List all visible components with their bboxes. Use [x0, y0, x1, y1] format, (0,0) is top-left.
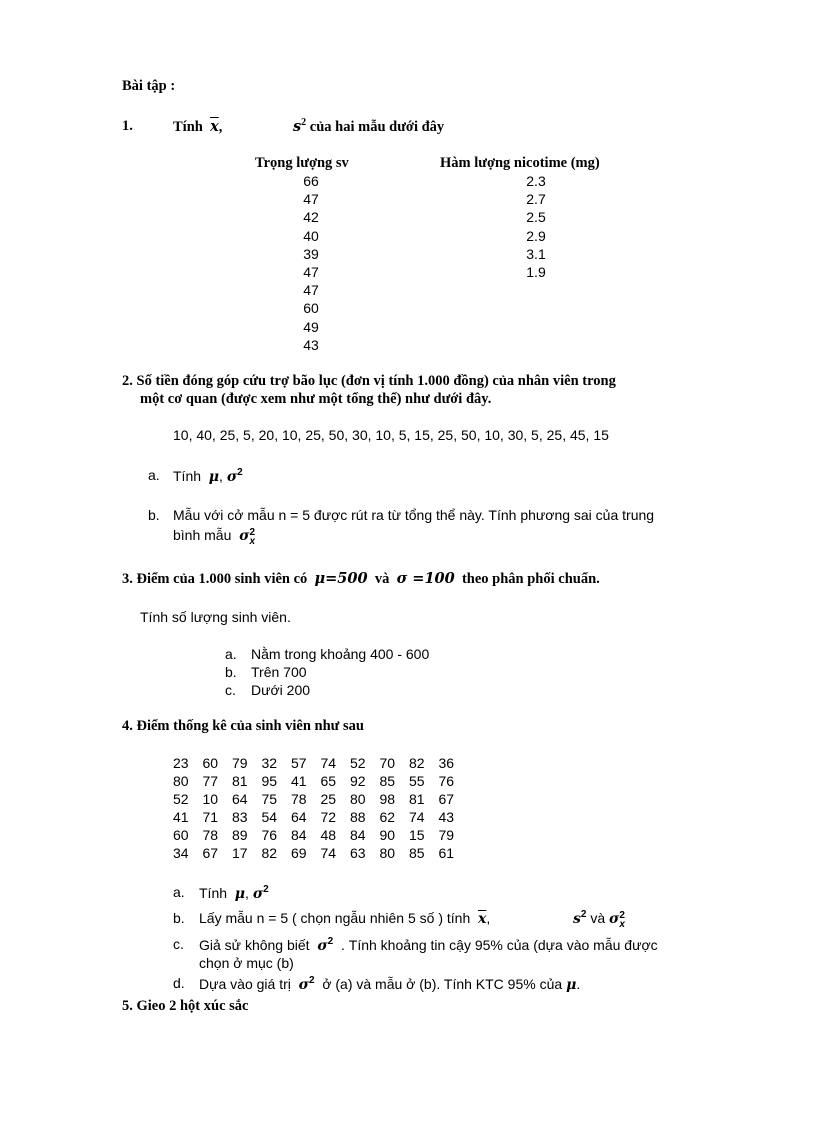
- q2-line2: một cơ quan (được xem như một tổng thể) như dưới đây.: [140, 391, 492, 407]
- q4-b-label: b.: [173, 910, 185, 926]
- q3-intro: Tính số lượng sinh viên.: [140, 609, 291, 625]
- col1-value: 47: [303, 282, 319, 299]
- table-row: 41 71 83 54 64 72 88 62 74 43: [173, 809, 455, 825]
- q5-title: 5. Gieo 2 hột xúc sắc: [122, 998, 249, 1014]
- q2-b-line2: bình mẫu σ2 x: [173, 527, 256, 547]
- col1-value: 43: [303, 336, 319, 353]
- col1-value: 42: [303, 209, 319, 226]
- table-row: 52 10 64 75 78 25 80 98 81 67: [173, 791, 455, 807]
- col2-value: 2.3: [526, 173, 546, 189]
- col2-value: 2.5: [526, 209, 546, 226]
- q2-b-line1: Mẫu với cở mẫu n = 5 được rút ra từ tổng thể này. Tính phương sai của trung: [173, 507, 655, 523]
- q2-a-text: Tính μ, $\sigma^2$: [173, 467, 243, 485]
- col2-value: 1.9: [526, 263, 546, 280]
- q4-a-label: a.: [173, 884, 185, 900]
- q1-variance-text: $s^2$ của hai mẫu dưới đây: [293, 117, 445, 135]
- col1-value: 60: [303, 300, 319, 317]
- q2-data: 10, 40, 25, 5, 20, 10, 25, 50, 30, 10, 5, 15, 25, 50, 10, 30, 5, 25, 45, 15: [173, 427, 609, 443]
- col2-value: 3.1: [526, 245, 546, 262]
- col1-value: 39: [303, 245, 319, 262]
- sigma-symbol: σ: [252, 886, 264, 902]
- col2-value: 2.9: [526, 227, 546, 244]
- mu-equals: μ=500: [314, 570, 368, 587]
- exercise-heading: Bài tập :: [122, 78, 176, 94]
- col1-values: [291, 172, 331, 354]
- q4-a-text: Tính μ, $\sigma^2$: [199, 884, 269, 902]
- q2-b-label: b.: [148, 507, 160, 523]
- mu-symbol: μ: [208, 469, 220, 485]
- q3-item-label: c.: [225, 682, 236, 698]
- q3-item-text: Trên 700: [251, 664, 307, 680]
- table-row: 80 77 81 95 41 65 92 85 55 76: [173, 773, 455, 789]
- q1-prompt: Tính $\overline{x}$,: [173, 118, 223, 135]
- sigma-symbol: σ: [239, 528, 250, 544]
- mu-symbol: μ: [566, 977, 577, 993]
- q3-item-text: Nằm trong khoảng 400 - 600: [251, 646, 430, 662]
- col1-header: Trọng lượng sv: [255, 155, 349, 171]
- table-row: 23 60 79 32 57 74 52 70 82 36: [173, 755, 455, 771]
- q4-title: 4. Điểm thống kê của sinh viên như sau: [122, 718, 364, 734]
- mu-symbol: μ: [234, 886, 246, 902]
- q3-item-label: a.: [225, 646, 237, 662]
- q2-line1: 2. Số tiền đóng góp cứu trợ bão lục (đơn vị tính 1.000 đồng) của nhân viên trong: [122, 373, 616, 389]
- col2-value: 2.7: [526, 191, 546, 208]
- q3-item-label: b.: [225, 664, 237, 680]
- x-bar-symbol: $\overline{x}$: [210, 118, 219, 135]
- table-row: 60 78 89 76 84 48 84 90 15 79: [173, 827, 455, 843]
- s-symbol: s: [293, 118, 302, 135]
- table-row: 34 67 17 82 69 74 63 80 85 61: [173, 845, 455, 861]
- q4-b-symbols: $s^2$ và σ2 x: [573, 909, 625, 930]
- sigma-symbol: σ: [226, 469, 238, 485]
- col2-header: Hàm lượng nicotime (mg): [440, 155, 600, 171]
- q1-number: 1.: [122, 118, 133, 134]
- q4-b-text: Lấy mẫu n = 5 ( chọn ngẫu nhiên 5 số ) tính $\overline{x}$,: [199, 910, 491, 927]
- sigma-equals: σ =100: [396, 570, 455, 587]
- s-symbol: s: [573, 911, 581, 927]
- col1-value: 47: [303, 263, 319, 280]
- q4-c-text: Giả sử không biết $\sigma^2$ . Tính khoảng tin cậy 95% của (dựa vào mẫu được: [199, 936, 658, 954]
- col1-value: 40: [303, 227, 319, 244]
- col1-value: 66: [303, 173, 319, 189]
- q2-a-label: a.: [148, 467, 160, 483]
- sigma-symbol: σ: [609, 911, 620, 927]
- q4-d-label: d.: [173, 975, 185, 991]
- col1-value: 47: [303, 191, 319, 208]
- col1-value: 49: [303, 318, 319, 335]
- col2-values: [514, 172, 558, 281]
- q3-item-text: Dưới 200: [251, 682, 311, 698]
- q4-c-label: c.: [173, 936, 184, 952]
- q4-c-line2: chọn ở mục (b): [199, 955, 294, 971]
- sigma-symbol: σ: [298, 977, 309, 993]
- sigma-symbol: σ: [317, 938, 328, 954]
- q3-title: 3. Điểm của 1.000 sinh viên có μ=500 và σ =100 theo phân phối chuẩn.: [122, 570, 600, 587]
- q4-d-text: Dựa vào giá trị $\sigma^2$ ở (a) và mẫu ở (b). Tính KTC 95% của μ.: [199, 975, 581, 993]
- x-bar-symbol: $\overline{x}$: [478, 911, 487, 927]
